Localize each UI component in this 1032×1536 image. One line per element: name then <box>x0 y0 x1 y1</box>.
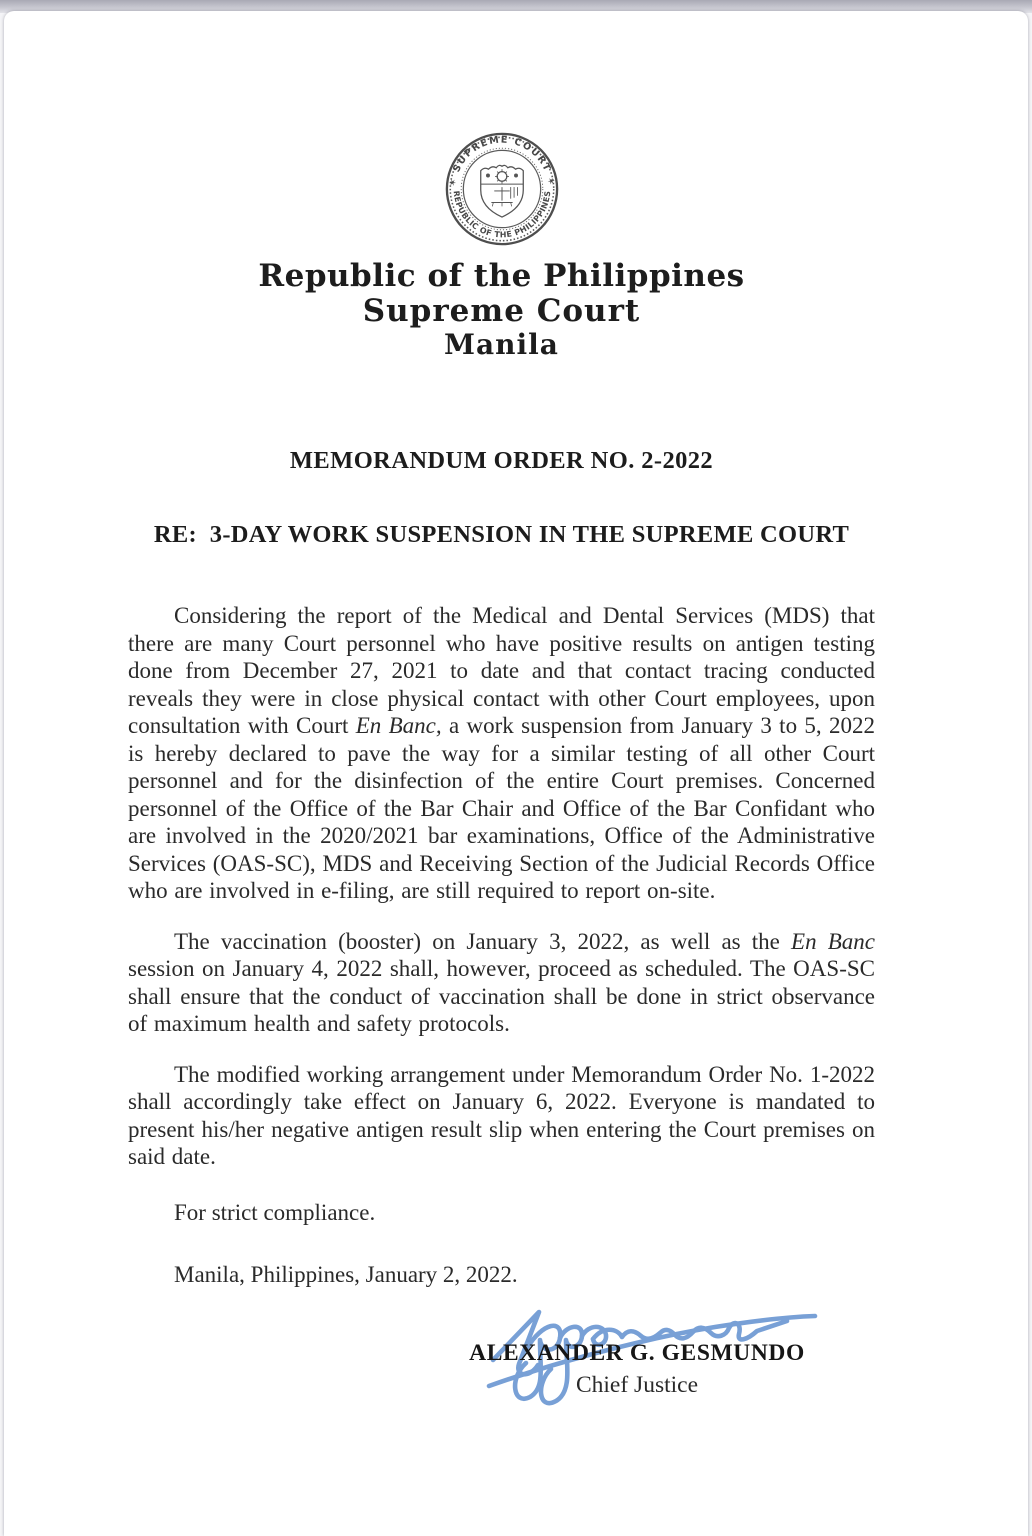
closing-line: For strict compliance. <box>174 1199 376 1225</box>
seal-arc-top-text: ✶ SUPREME COURT ✶ <box>446 134 557 188</box>
memo-order-title: MEMORANDUM ORDER NO. 2-2022 <box>289 447 714 474</box>
seal-svg <box>444 131 560 247</box>
dateline: Manila, Philippines, January 2, 2022. <box>174 1261 518 1287</box>
letterhead <box>128 259 875 361</box>
signatory-role: Chief Justice <box>575 1371 699 1398</box>
memo-subject-line: RE: 3-DAY WORK SUSPENSION IN THE SUPREME COURT <box>153 521 850 548</box>
memo-page <box>4 11 1028 1536</box>
paragraph: The modified working arrangement under Memorandum Order No. 1-2022 shall accordingly take effect on January 6, 2022. Everyone is mandated to present his/her negative antigen result slip when entering the Court premises on said date. <box>128 1061 875 1169</box>
letterhead-supreme-court: Supreme Court <box>362 293 641 329</box>
supreme-court-seal-icon <box>444 131 560 247</box>
memo-body <box>128 602 875 1171</box>
signature-block <box>451 1340 823 1399</box>
signatory-name: ALEXANDER G. GESMUNDO <box>469 1339 805 1366</box>
seal-shield <box>480 165 523 217</box>
seal-arc-bottom-text: REPUBLIC OF THE PHILIPPINES <box>451 190 552 240</box>
letterhead-republic: Republic of the Philippines <box>258 258 745 294</box>
paragraph: Considering the report of the Medical and Dental Services (MDS) that there are many Court personnel who have positive results on antigen testing done from December 27, 2021 to date and that contact tracing conducted reveals they were in close physical contact with other Court employees, upon consultation with Court En Banc, a work suspension from January 3 to 5, 2022 is hereby declared to pave the way for a similar testing of all other Court personnel and for the disinfection of the entire Court premises. Concerned personnel of the Office of the Bar Chair and Office of the Bar Confidant who are involved in the 2020/2021 bar examinations, Office of the Administrative Services (OAS-SC), MDS and Receiving Section of the Judicial Records Office who are involved in e-filing, are still required to report on-site. <box>128 603 875 903</box>
svg-text:✶ SUPREME COURT ✶ <box>447 134 556 187</box>
letterhead-manila: Manila <box>444 328 559 361</box>
paragraph: The vaccination (booster) on January 3, 2022, as well as the En Banc session on January 4, 2022 shall, however, proceed as scheduled. The OAS-SC shall ensure that the conduct of vaccination shall be done in strict observance of maximum health and safety protocols. <box>128 928 875 1036</box>
